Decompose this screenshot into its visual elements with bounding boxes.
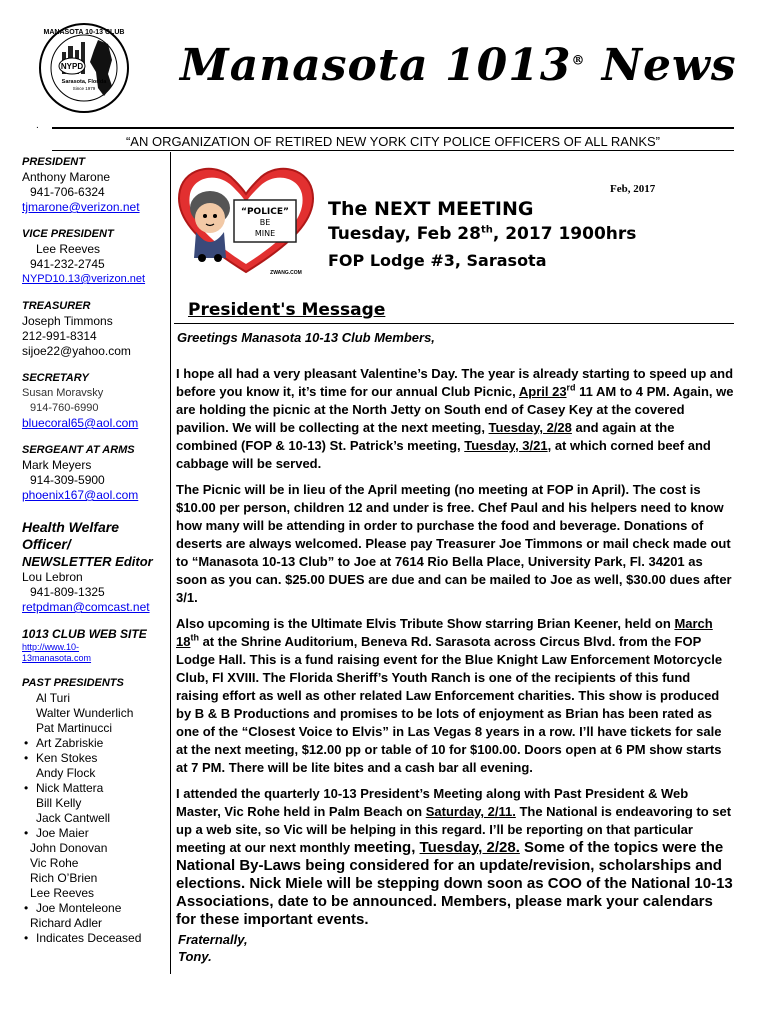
column-divider bbox=[170, 152, 171, 974]
past-president-item: Rich O’Brien bbox=[30, 871, 98, 885]
secretary-phone: 914-760-6990 bbox=[30, 402, 99, 414]
treasurer-label: TREASURER bbox=[22, 300, 91, 312]
stray-dot: . bbox=[36, 120, 39, 131]
past-president-item: Vic Rohe bbox=[30, 856, 79, 870]
presidents-message-title: President's Message bbox=[188, 300, 386, 320]
svg-text:ZWANG.COM: ZWANG.COM bbox=[270, 270, 302, 276]
past-president-item: Andy Flock bbox=[36, 766, 96, 780]
masthead-title: Manasota 1013 bbox=[180, 40, 572, 91]
issue-date: Feb, 2017 bbox=[610, 183, 656, 195]
registered-mark: ® bbox=[571, 53, 586, 69]
signature: Tony. bbox=[178, 949, 212, 964]
vp-name: Lee Reeves bbox=[36, 242, 101, 256]
svg-text:“POLICE”: “POLICE” bbox=[241, 207, 289, 217]
web-url-link-2[interactable]: 13manasota.com bbox=[22, 653, 92, 663]
health-name: Lou Lebron bbox=[22, 570, 83, 584]
svg-text:NYPD: NYPD bbox=[60, 62, 84, 71]
past-president-item: Al Turi bbox=[36, 691, 71, 705]
next-meeting-heading: The NEXT MEETING bbox=[328, 198, 534, 220]
past-president-item: • Nick Mattera bbox=[22, 781, 167, 796]
message-greeting: Greetings Manasota 10-13 Club Members, bbox=[177, 330, 435, 345]
svg-text:MANASOTA 10-13 CLUB: MANASOTA 10-13 CLUB bbox=[43, 29, 125, 36]
treasurer-name: Joseph Timmons bbox=[22, 314, 113, 328]
health-label-2: Officer/ bbox=[22, 536, 71, 552]
past-president-item: Richard Adler bbox=[30, 916, 103, 930]
paragraph-picnic-cost: The Picnic will be in lieu of the April meeting (no meeting at FOP in April). The cost is $10.00 per person, children 12 and under is free. Chef Paul and his helpers need to know how many will be attending in order to purchase the food and beverage. Donations of deserts are always welcomed. Please pay Treasurer Joe Timmons or mail check made out to “Manasota 10-13 Club” to Joe at 7614 Rio Bella Place, University Park, Fl. 34201 as soon as you can. $25.00 DUES are due and can be mailed to Joe as well, $30.00 dues after 3/1. bbox=[176, 482, 732, 605]
paragraph-elvis-show: Also upcoming is the Ultimate Elvis Tribute Show starring Brian Keener, held on March 18th at the Shrine Auditorium, Beneva Rd. Sarasota across Circus Blvd. from the FOP Lodge Hall. This is a fund raising event for the Blue Knight Law Enforcement Motorcycle Club, Fl XVIII. The Florida Sheriff’s Youth Ranch is one of the recipients of this fund raising effort as well as other related Law Enforcement charities. This show is produced by B & B Productions and promises to be lots of enjoyment as Brian has been rated as one of the “Closest Voice to Elvis” in Las Vegas 8 years in a row. I’ll have tickets for sale at the next meeting, $12.00 pp or table of 10 for $100.00. Doors open at 6 PM show starts at 7 PM. There will be lite bites and a cash bar all evening. bbox=[176, 616, 723, 775]
vp-label: VICE PRESIDENT bbox=[22, 228, 114, 240]
web-url-link-1[interactable]: http://www.10- bbox=[22, 642, 80, 652]
treasurer-email: sijoe22@yahoo.com bbox=[22, 344, 131, 358]
past-president-item: Bill Kelly bbox=[36, 796, 82, 810]
past-presidents-label: PAST PRESIDENTS bbox=[22, 677, 124, 689]
newsletter-masthead bbox=[180, 40, 737, 91]
paragraph-presidents-meeting: I attended the quarterly 10-13 President’s Meeting along with Past President & Web Master, Vic Rohe held in Palm Beach on Saturday, 2/11. The National is endeavoring to set up a web site, so Vic will be helping in this regard. I’ll be reporting on that particular meeting at our next monthly meeting, Tuesday, 2/28. Some of the topics were the National By-Laws being considered for an update/revision, scholarships and elections. Nick Miele will be stepping down soon as COO of the National 10-13 Associations, date to be announced. Members, please mark your calendars for these important events. bbox=[176, 786, 733, 928]
next-meeting-date: Tuesday, Feb 28th, 2017 1900hrs bbox=[328, 224, 637, 244]
next-meeting-location: FOP Lodge #3, Sarasota bbox=[328, 251, 547, 270]
vp-email-link[interactable]: NYPD10.13@verizon.net bbox=[22, 273, 146, 285]
health-email-link[interactable]: retpdman@comcast.net bbox=[22, 600, 150, 614]
secretary-label: SECRETARY bbox=[22, 372, 89, 384]
past-president-item: • Ken Stokes bbox=[22, 751, 167, 766]
sergeant-label: SERGEANT AT ARMS bbox=[22, 444, 135, 456]
club-seal-logo bbox=[38, 22, 130, 114]
secretary-name: Susan Moravsky bbox=[22, 387, 104, 399]
past-president-item: • Indicates Deceased bbox=[22, 931, 167, 946]
past-president-item: • Art Zabriskie bbox=[22, 736, 167, 751]
svg-text:Sarasota, Florida: Sarasota, Florida bbox=[61, 79, 107, 85]
past-president-item: • Joe Maier bbox=[22, 826, 167, 841]
health-phone: 941-809-1325 bbox=[30, 585, 105, 599]
treasurer-phone: 212-991-8314 bbox=[22, 329, 97, 343]
paragraph-picnic: I hope all had a very pleasant Valentine’s Day. The year is already starting to speed up and before you know it, it’s time for our annual Club Picnic, April 23rd 11 AM to 4 PM. Again, we are holding the picnic at the North Jetty on South end of Casey Key at the covered pavilion. We will be collecting at the next meeting, Tuesday, 2/28 and again at the combined (FOP & 10-13) St. Patrick’s meeting, Tuesday, 3/21, at which corned beef and cabbage will be served. bbox=[176, 366, 734, 471]
past-president-item: Walter Wunderlich bbox=[36, 706, 134, 720]
vp-phone: 941-232-2745 bbox=[30, 257, 105, 271]
sergeant-name: Mark Meyers bbox=[22, 458, 92, 472]
past-president-item: Pat Martinucci bbox=[36, 721, 113, 735]
past-presidents-list bbox=[22, 691, 167, 946]
signoff bbox=[176, 931, 734, 965]
police-be-mine-valentine-image bbox=[174, 160, 319, 278]
masthead-title-news: News bbox=[601, 40, 737, 91]
past-president-item: John Donovan bbox=[30, 841, 108, 855]
president-phone: 941-706-6324 bbox=[30, 185, 105, 199]
past-president-item: Jack Cantwell bbox=[36, 811, 111, 825]
secretary-email-link[interactable]: bluecoral65@aol.com bbox=[22, 416, 139, 430]
sergeant-email-link[interactable]: phoenix167@aol.com bbox=[22, 488, 139, 502]
web-label: 1013 CLUB WEB SITE bbox=[22, 627, 147, 641]
health-label-1: Health Welfare bbox=[22, 519, 119, 535]
president-email-link[interactable]: tjmarone@verizon.net bbox=[22, 200, 140, 214]
tagline-rule bbox=[52, 150, 734, 151]
officers-sidebar bbox=[22, 155, 167, 946]
health-label-3: NEWSLETTER Editor bbox=[22, 554, 153, 569]
svg-text:MINE: MINE bbox=[254, 229, 276, 238]
message-rule bbox=[174, 323, 734, 324]
svg-text:BE: BE bbox=[259, 218, 271, 227]
past-president-item: • Joe Monteleone bbox=[22, 901, 167, 916]
header-rule bbox=[52, 127, 734, 129]
svg-text:Since 1979: Since 1979 bbox=[72, 86, 96, 91]
president-label: PRESIDENT bbox=[22, 156, 85, 168]
presidents-message-body bbox=[176, 365, 734, 965]
past-president-item: Lee Reeves bbox=[30, 886, 95, 900]
closing: Fraternally, bbox=[178, 932, 248, 947]
president-name: Anthony Marone bbox=[22, 170, 111, 184]
sergeant-phone: 914-309-5900 bbox=[30, 473, 105, 487]
organization-tagline: “AN ORGANIZATION OF RETIRED NEW YORK CITY POLICE OFFICERS OF ALL RANKS” bbox=[125, 134, 661, 149]
